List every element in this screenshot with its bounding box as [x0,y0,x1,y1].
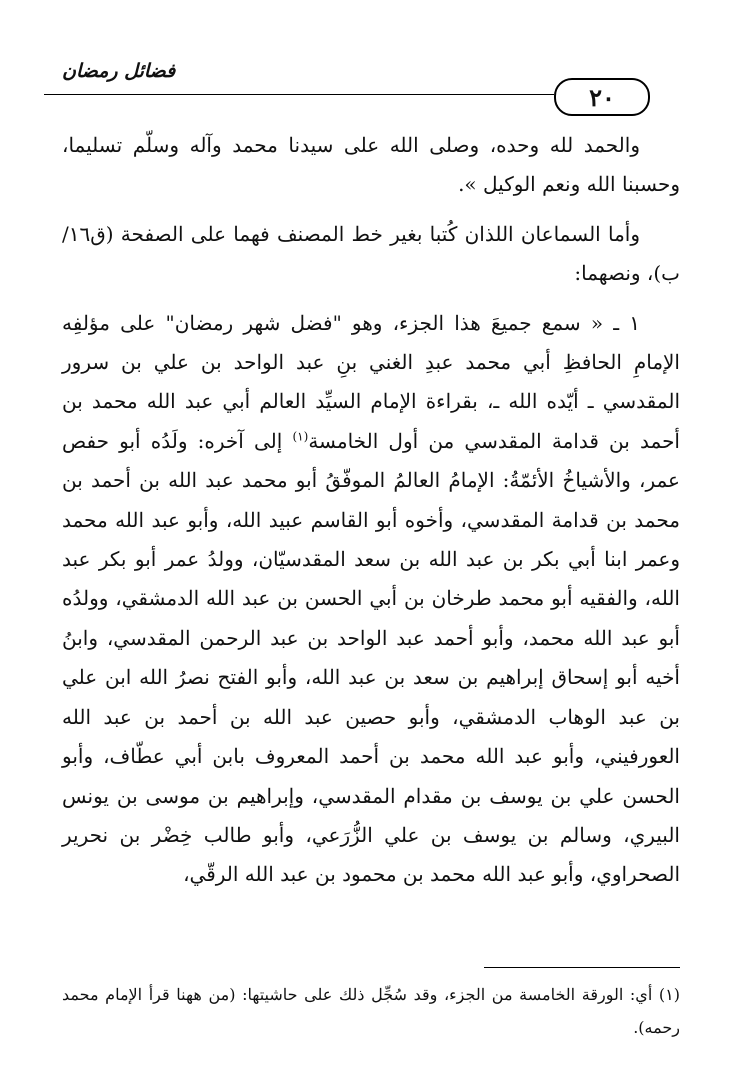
samaa-text-start: ١ ـ « سمع جميعَ هذا الجزء، وهو "فضل شهر رمضان" على مؤلفِه الإمامِ الحافظِ أبي محمد عبدِ الغني بنِ عبد الواحد بن علي بن سرور المقدسي ـ أيّده الله ـ، بقراءة الإمام السيِّد العالم أبي عبد الله محمد بن أحمد بن قدامة المقدسي من أول الخامسة [62,310,680,453]
paragraph-intro: وأما السماعان اللذان كُتبا بغير خط المصنف فهما على الصفحة (ق١٦/ب)، ونصهما: [62,221,680,286]
footnote-separator [484,967,680,968]
footnote-reference: (١) [292,429,309,444]
header-rule [44,94,554,95]
main-text [62,126,680,895]
paragraph-samaa [62,304,680,895]
samaa-text-end: إلى آخره: ولَدُه أبو حفص عمر، والأشياخُ الأئمّةُ: الإمامُ العالمُ الموفّقُ أبو محمد عبد الله بن أحمد بن محمد بن قدامة المقدسي، وأخوه أبو القاسم عبيد الله، وأبو عبد الله محمد وعمر ابنا أبي بكر بن عبد الله بن سعد المقدسيّان، وولدُ عمر أبو بكر عبد الله، والفقيه أبو محمد طرخان بن أبي الحسن بن عبد الله الدمشقي، وولدُه أبو عبد الله محمد، وأبو أحمد عبد الواحد بن عبد الرحمن المقدسي، وابنُ أخيه أبو إسحاق إبراهيم بن سعد بن عبد الله، وأبو الفتح نصرُ الله ابن علي بن عبد الوهاب الدمشقي، وأبو حصين عبد الله بن أحمد بن عبد الله العورفيني، وأبو عبد الله محمد بن أحمد المعروف بابن أبي عطّاف، وأبو الحسن علي بن يوسف بن مقدام المقدسي، وإبراهيم بن موسى بن يونس البيري، وسالم بن يوسف بن علي الزُّرَعي، وأبو طالب خِضْر بن نحرير الصحراوي، وأبو عبد الله محمد بن محمود بن عبد الله الرقّي، [62,428,680,887]
page-header [44,56,694,116]
footnote-text: (١) أي: الورقة الخامسة من الجزء، وقد سُجِّل ذلك على حاشيتها: (من ههنا قرأ الإمام محمد رحمه). [62,985,680,1037]
footnote [62,978,680,1044]
paragraph-closing: والحمد لله وحده، وصلى الله على سيدنا محمد وآله وسلّم تسليما، وحسبنا الله ونعم الوكيل ». [62,133,680,197]
book-title: فضائل رمضان [62,60,176,82]
page-number: ٢٠ [554,78,650,116]
